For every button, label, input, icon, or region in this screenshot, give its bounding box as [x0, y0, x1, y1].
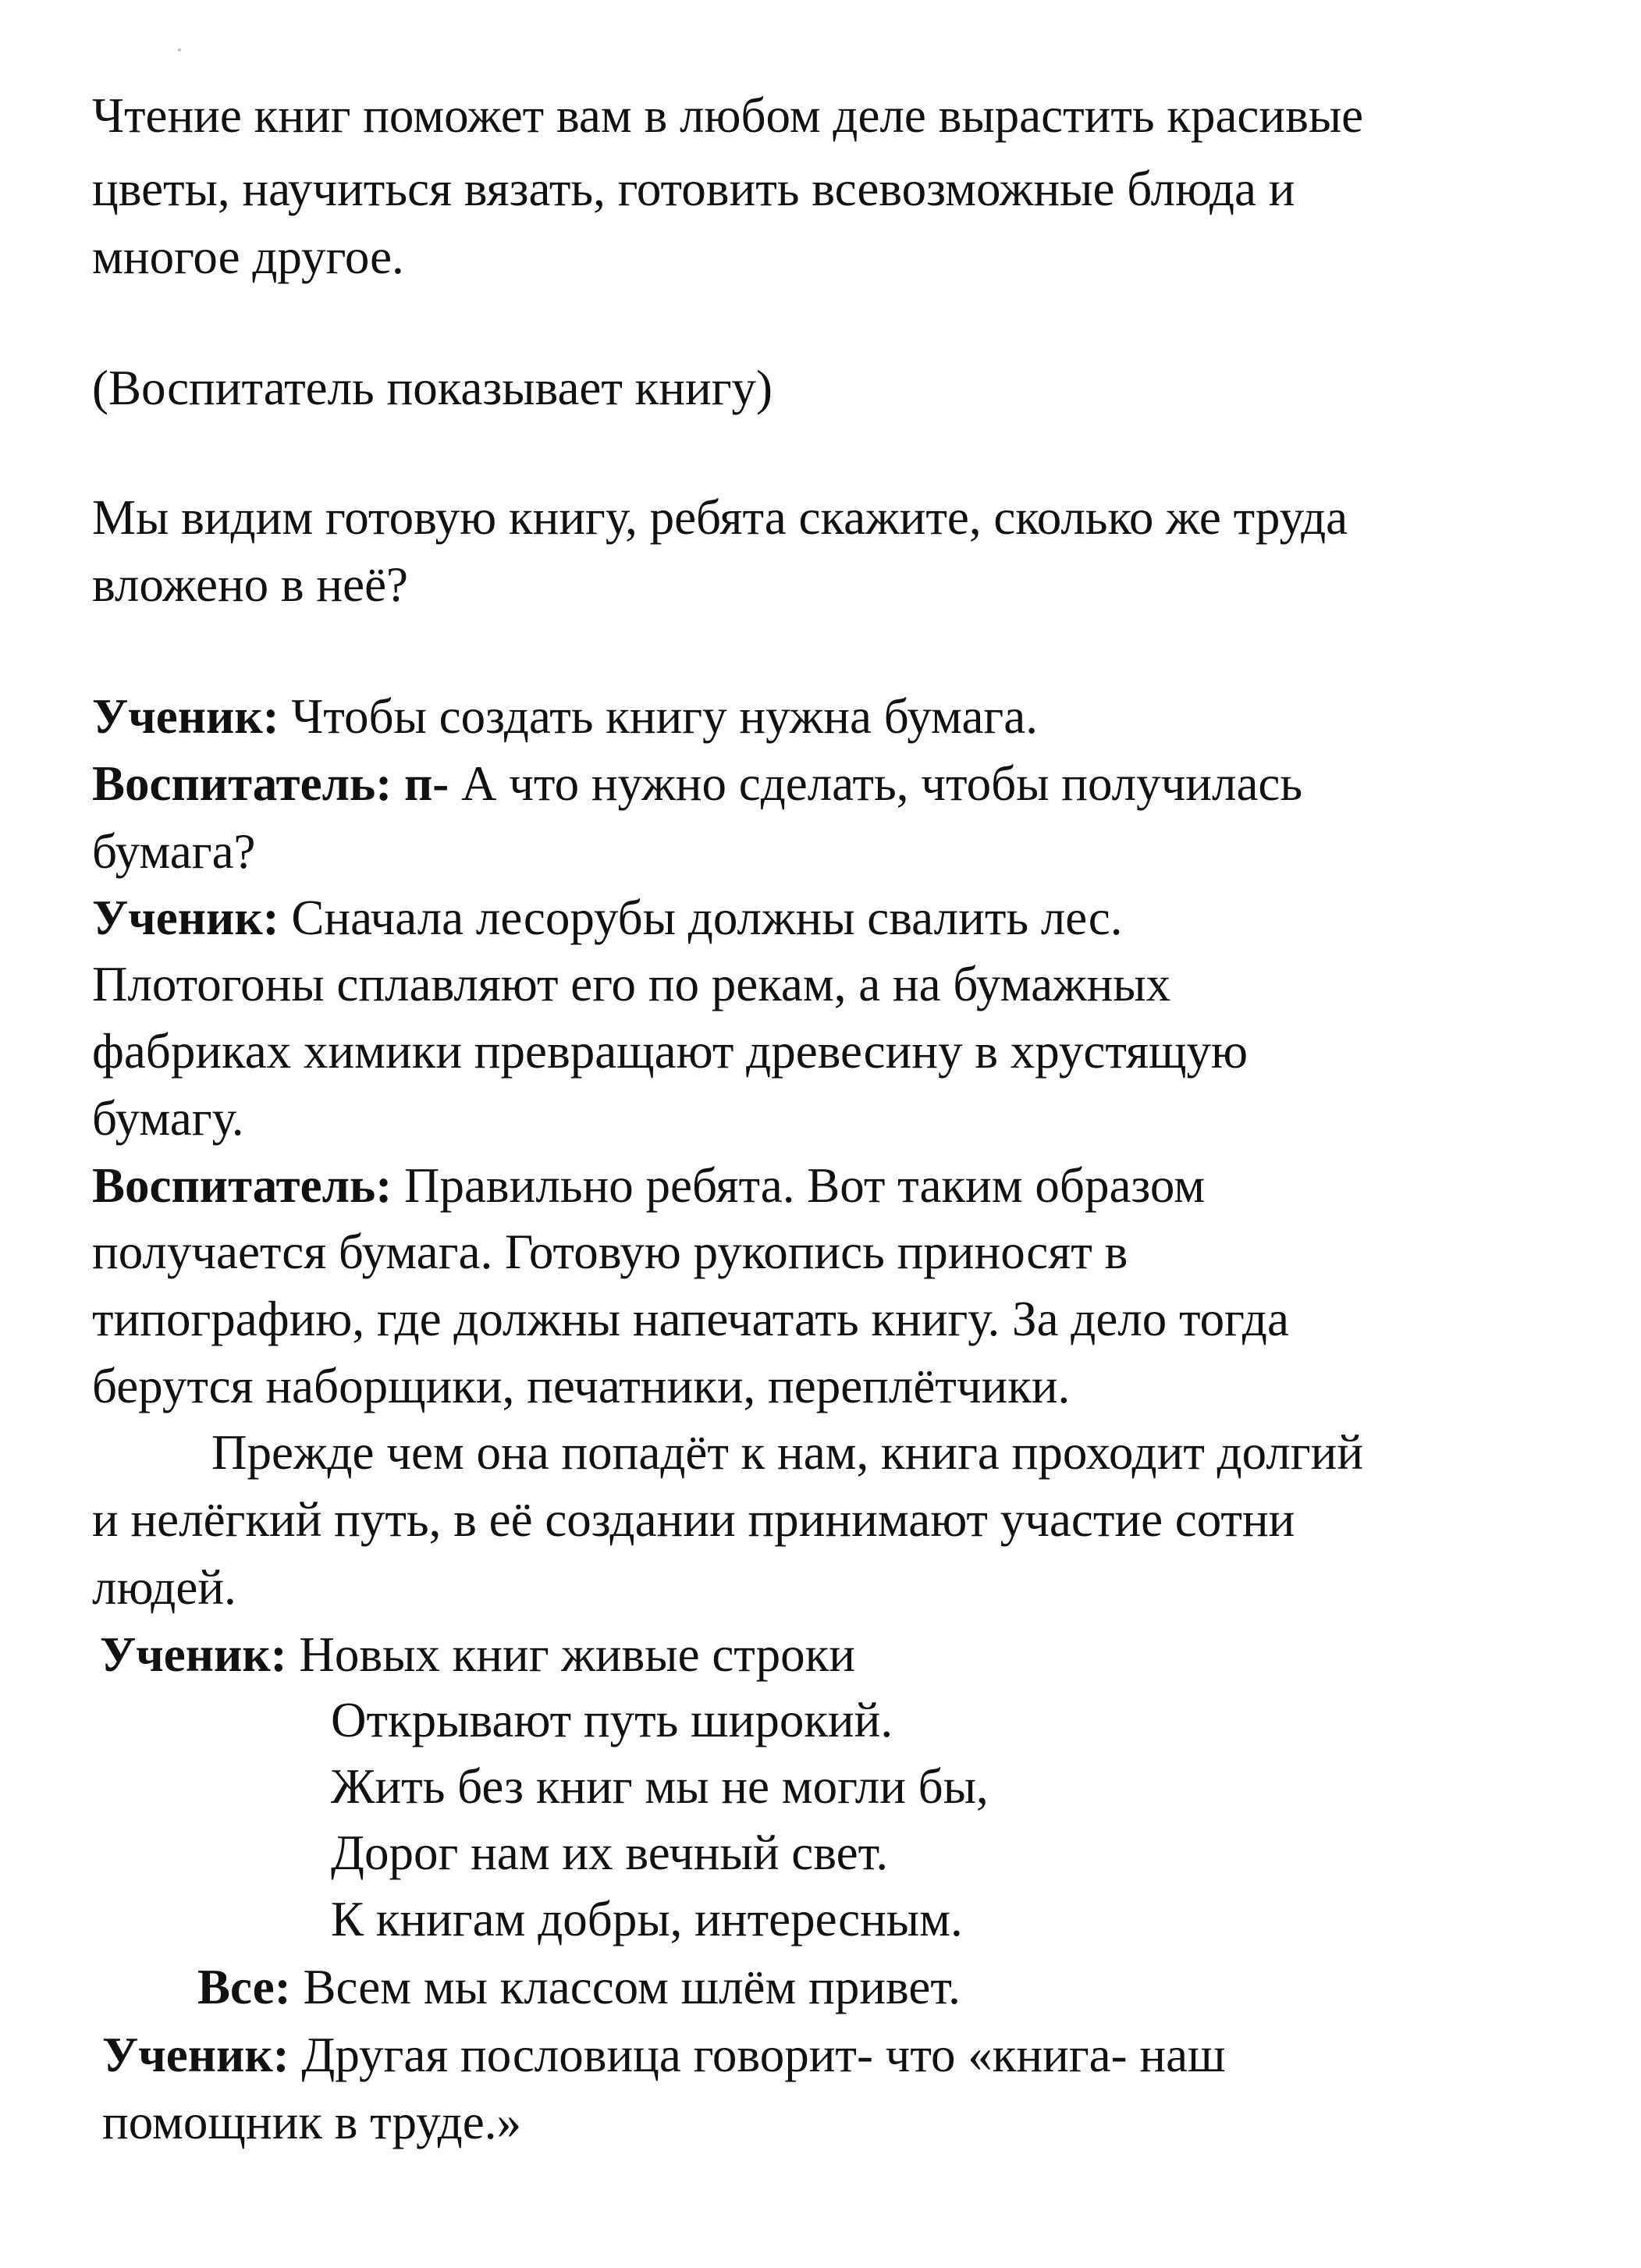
speech-text: Чтобы создать книгу нужна бумага. — [279, 689, 1038, 744]
speaker-label: Воспитатель: п- — [92, 756, 449, 811]
text-line: Прежде чем она попадёт к нам, книга проходит долгий — [211, 1425, 1364, 1480]
text-line: помощник в труде.» — [102, 2095, 521, 2149]
text-line: людей. — [92, 1560, 236, 1615]
text-line: и нелёгкий путь, в её создании принимают участие сотни — [92, 1492, 1295, 1547]
speech-text: Правильно ребята. Вот таким образом — [392, 1158, 1206, 1213]
speech-text: Сначала лесорубы должны свалить лес. — [279, 890, 1123, 945]
poem-text: Всем мы классом шлём привет. — [290, 1960, 961, 2014]
text-line: вложено в неё? — [92, 557, 409, 612]
speech-text: А что нужно сделать, чтобы получилась — [449, 756, 1303, 811]
poem-line: К книгам добры, интересным. — [331, 1892, 963, 1946]
text-line: бумагу. — [92, 1091, 244, 1146]
dialogue-line — [92, 689, 1038, 744]
dialogue-line — [92, 756, 1303, 811]
dialogue-line — [92, 1158, 1206, 1213]
text-line: типографию, где должны напечатать книгу. За дело тогда — [92, 1292, 1289, 1346]
poem-line: Открывают путь широкий. — [331, 1693, 893, 1747]
text-line: Чтение книг поможет вам в любом деле вырастить красивые — [92, 88, 1364, 143]
speaker-label: Воспитатель: — [92, 1158, 392, 1213]
poem-line — [100, 1627, 855, 1682]
speaker-label: Ученик: — [102, 2028, 289, 2082]
text-line: получается бумага. Готовую рукопись приносят в — [92, 1225, 1128, 1279]
speaker-label: Ученик: — [92, 689, 279, 744]
text-line: фабриках химики превращают древесину в хрустящую — [92, 1024, 1249, 1079]
text-line: цветы, научиться вязать, готовить всевозможные блюда и — [92, 162, 1295, 216]
dialogue-line — [92, 890, 1123, 945]
text-line: берутся наборщики, печатники, переплётчики. — [92, 1359, 1071, 1413]
dialogue-line — [102, 2028, 1226, 2082]
poem-line: Жить без книг мы не могли бы, — [331, 1759, 989, 1814]
speaker-label: Все: — [197, 1960, 291, 2014]
speaker-label: Ученик: — [100, 1627, 287, 1682]
text-line: многое другое. — [92, 229, 404, 284]
poem-line — [197, 1960, 961, 2014]
poem-line: Дорог нам их вечный свет. — [331, 1825, 889, 1880]
text-line: Плотогоны сплавляют его по рекам, а на бумажных — [92, 957, 1171, 1011]
scan-speck — [178, 48, 181, 52]
speech-text: Другая пословица говорит- что «книга- наш — [289, 2028, 1226, 2082]
poem-text: Новых книг живые строки — [286, 1627, 855, 1682]
text-line: бумага? — [92, 824, 256, 879]
text-line: Мы видим готовую книгу, ребята скажите, сколько же труда — [92, 490, 1348, 545]
text-line: (Воспитатель показывает книгу) — [92, 361, 773, 415]
speaker-label: Ученик: — [92, 890, 279, 945]
